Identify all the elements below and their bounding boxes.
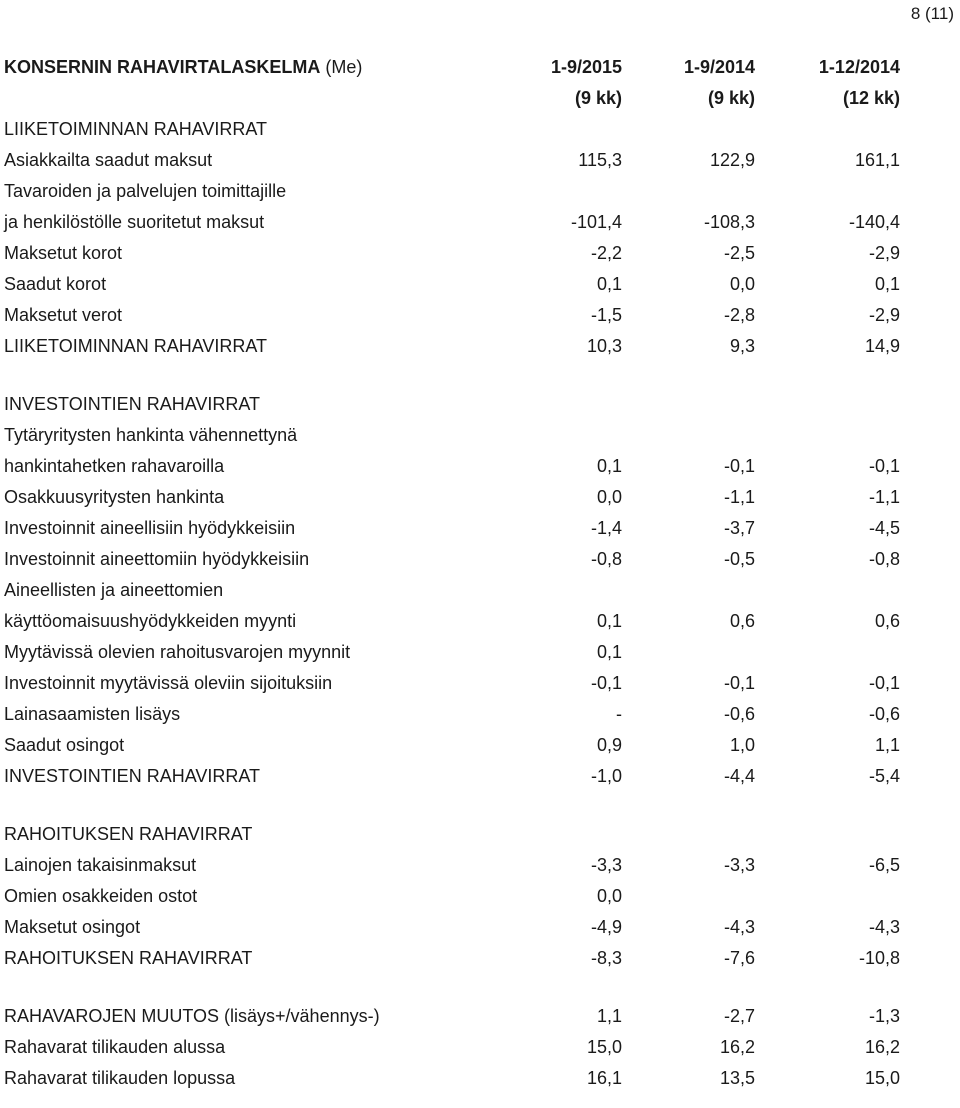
table-row [4, 1001, 904, 1032]
operating-section [4, 114, 904, 362]
row-value-v1: 0,1 [596, 642, 622, 662]
page-number: 8 (11) [910, 4, 954, 23]
row-value-v1: -1,0 [590, 766, 622, 786]
row-label: Osakkuusyritysten hankinta [4, 487, 225, 507]
row-value-v3: 161,1 [854, 150, 900, 170]
table-row [4, 420, 904, 451]
row-value-v3: -5,4 [868, 766, 900, 786]
row-value-v2: -4,3 [723, 917, 755, 937]
row-value-v1: -4,9 [590, 917, 622, 937]
row-value-v3: -4,3 [868, 917, 900, 937]
row-value-v2: -4,4 [723, 766, 755, 786]
table-row [4, 881, 904, 912]
row-value-v2: 9,3 [729, 336, 755, 356]
row-value-v3: -140,4 [848, 212, 900, 232]
table-row [4, 513, 904, 544]
row-label: Rahavarat tilikauden alussa [4, 1037, 226, 1057]
row-value-v1: -3,3 [590, 855, 622, 875]
table-row [4, 269, 904, 300]
column-subheader-row [4, 83, 904, 114]
row-value-v1: 0,0 [596, 886, 622, 906]
table-row [4, 1063, 904, 1094]
row-value-v3: 16,2 [864, 1037, 900, 1057]
row-value-v1: -2,2 [590, 243, 622, 263]
row-value-v3: -1,3 [868, 1006, 900, 1026]
table-row [4, 606, 904, 637]
financing-rows [4, 850, 904, 974]
row-value-v2: -7,6 [723, 948, 755, 968]
row-value-v1: - [616, 704, 622, 724]
row-value-v3: -10,8 [858, 948, 900, 968]
section-heading [4, 819, 904, 850]
row-value-v2: 16,2 [719, 1037, 755, 1057]
column-subheader-3: (12 kk) [842, 88, 900, 108]
table-row [4, 176, 904, 207]
operating-rows [4, 145, 904, 362]
operating-heading: LIIKETOIMINNAN RAHAVIRRAT [4, 119, 268, 139]
table-row [4, 668, 904, 699]
row-value-v3: 0,1 [874, 274, 900, 294]
row-value-v2: 0,6 [729, 611, 755, 631]
row-label: Myytävissä olevien rahoitusvarojen myynnit [4, 642, 351, 662]
row-label: INVESTOINTIEN RAHAVIRRAT [4, 766, 261, 786]
row-value-v3: -6,5 [868, 855, 900, 875]
row-value-v3: -0,1 [868, 456, 900, 476]
statement-title-bold: KONSERNIN RAHAVIRTALASKELMA [4, 57, 321, 77]
row-value-v1: -0,1 [590, 673, 622, 693]
financing-section [4, 819, 904, 974]
row-label: Maksetut korot [4, 243, 123, 263]
row-label: Rahavarat tilikauden lopussa [4, 1068, 236, 1088]
row-value-v1: 0,1 [596, 611, 622, 631]
row-value-v1: -8,3 [590, 948, 622, 968]
row-value-v2: -1,1 [723, 487, 755, 507]
table-row [4, 238, 904, 269]
column-header-1: 1-9/2015 [550, 57, 622, 77]
financing-heading: RAHOITUKSEN RAHAVIRRAT [4, 824, 253, 844]
table-row [4, 730, 904, 761]
row-value-v1: -1,5 [590, 305, 622, 325]
table-row [4, 575, 904, 606]
row-label: RAHAVAROJEN MUUTOS (lisäys+/vähennys-) [4, 1006, 380, 1026]
cash-flow-statement [4, 52, 904, 1094]
row-label: Tytäryritysten hankinta vähennettynä [4, 425, 298, 445]
statement-title [4, 52, 362, 83]
row-value-v2: -0,1 [723, 673, 755, 693]
row-value-v3: 1,1 [874, 735, 900, 755]
row-value-v1: -101,4 [570, 212, 622, 232]
table-row [4, 145, 904, 176]
statement-header-row [4, 52, 904, 83]
row-label: Investoinnit aineettomiin hyödykkeisiin [4, 549, 310, 569]
row-value-v1: 115,3 [578, 150, 622, 170]
column-subheader-2: (9 kk) [707, 88, 755, 108]
row-value-v2: 13,5 [719, 1068, 755, 1088]
row-value-v1: 16,1 [586, 1068, 622, 1088]
row-value-v3: -1,1 [868, 487, 900, 507]
row-label: Maksetut osingot [4, 917, 141, 937]
row-label: LIIKETOIMINNAN RAHAVIRRAT [4, 336, 268, 356]
column-subheader-1: (9 kk) [574, 88, 622, 108]
table-row [4, 1032, 904, 1063]
row-value-v3: -0,1 [868, 673, 900, 693]
row-label: Asiakkailta saadut maksut [4, 150, 213, 170]
row-value-v2: 1,0 [729, 735, 755, 755]
table-row [4, 912, 904, 943]
row-label: Maksetut verot [4, 305, 123, 325]
row-value-v2: -0,5 [723, 549, 755, 569]
table-row [4, 943, 904, 974]
row-label: Tavaroiden ja palvelujen toimittajille [4, 181, 287, 201]
row-value-v1: 0,0 [596, 487, 622, 507]
investing-section [4, 389, 904, 792]
row-value-v3: 15,0 [864, 1068, 900, 1088]
section-heading [4, 114, 904, 145]
row-value-v2: 122,9 [709, 150, 755, 170]
section-heading [4, 389, 904, 420]
table-row [4, 331, 904, 362]
row-value-v2: 0,0 [729, 274, 755, 294]
row-value-v3: -0,8 [868, 549, 900, 569]
row-label: ja henkilöstölle suoritetut maksut [4, 212, 265, 232]
row-value-v2: -3,7 [723, 518, 755, 538]
table-row [4, 482, 904, 513]
column-header-3: 1-12/2014 [818, 57, 900, 77]
row-value-v1: -0,8 [590, 549, 622, 569]
table-row [4, 451, 904, 482]
row-value-v2: -108,3 [703, 212, 755, 232]
row-value-v3: 14,9 [864, 336, 900, 356]
table-row [4, 207, 904, 238]
row-value-v2: -2,8 [723, 305, 755, 325]
table-row [4, 544, 904, 575]
column-header-2: 1-9/2014 [683, 57, 755, 77]
row-value-v1: 0,1 [596, 274, 622, 294]
row-value-v1: 10,3 [586, 336, 622, 356]
row-value-v2: -0,1 [723, 456, 755, 476]
row-label: käyttöomaisuushyödykkeiden myynti [4, 611, 297, 631]
row-value-v3: -4,5 [868, 518, 900, 538]
row-value-v3: -2,9 [868, 305, 900, 325]
row-value-v1: 0,1 [596, 456, 622, 476]
row-label: Saadut osingot [4, 735, 125, 755]
statement-title-unit: (Me) [320, 57, 363, 77]
row-label: Lainasaamisten lisäys [4, 704, 181, 724]
table-row [4, 761, 904, 792]
table-row [4, 850, 904, 881]
investing-rows [4, 420, 904, 792]
row-label: Omien osakkeiden ostot [4, 886, 198, 906]
row-value-v2: -2,7 [723, 1006, 755, 1026]
row-label: Saadut korot [4, 274, 107, 294]
table-row [4, 637, 904, 668]
cash-section [4, 1001, 904, 1094]
row-value-v2: -2,5 [723, 243, 755, 263]
row-value-v2: -3,3 [723, 855, 755, 875]
cash-rows [4, 1001, 904, 1094]
row-label: Investoinnit aineellisiin hyödykkeisiin [4, 518, 296, 538]
table-row [4, 699, 904, 730]
row-value-v1: -1,4 [590, 518, 622, 538]
row-value-v1: 0,9 [596, 735, 622, 755]
row-value-v1: 1,1 [596, 1006, 622, 1026]
row-label: Lainojen takaisinmaksut [4, 855, 197, 875]
row-value-v3: -2,9 [868, 243, 900, 263]
row-value-v3: -0,6 [868, 704, 900, 724]
row-label: hankintahetken rahavaroilla [4, 456, 225, 476]
row-label: Investoinnit myytävissä oleviin sijoituksiin [4, 673, 333, 693]
row-label: Aineellisten ja aineettomien [4, 580, 224, 600]
row-value-v2: -0,6 [723, 704, 755, 724]
row-label: RAHOITUKSEN RAHAVIRRAT [4, 948, 253, 968]
table-row [4, 300, 904, 331]
row-value-v3: 0,6 [874, 611, 900, 631]
row-value-v1: 15,0 [586, 1037, 622, 1057]
investing-heading: INVESTOINTIEN RAHAVIRRAT [4, 394, 261, 414]
